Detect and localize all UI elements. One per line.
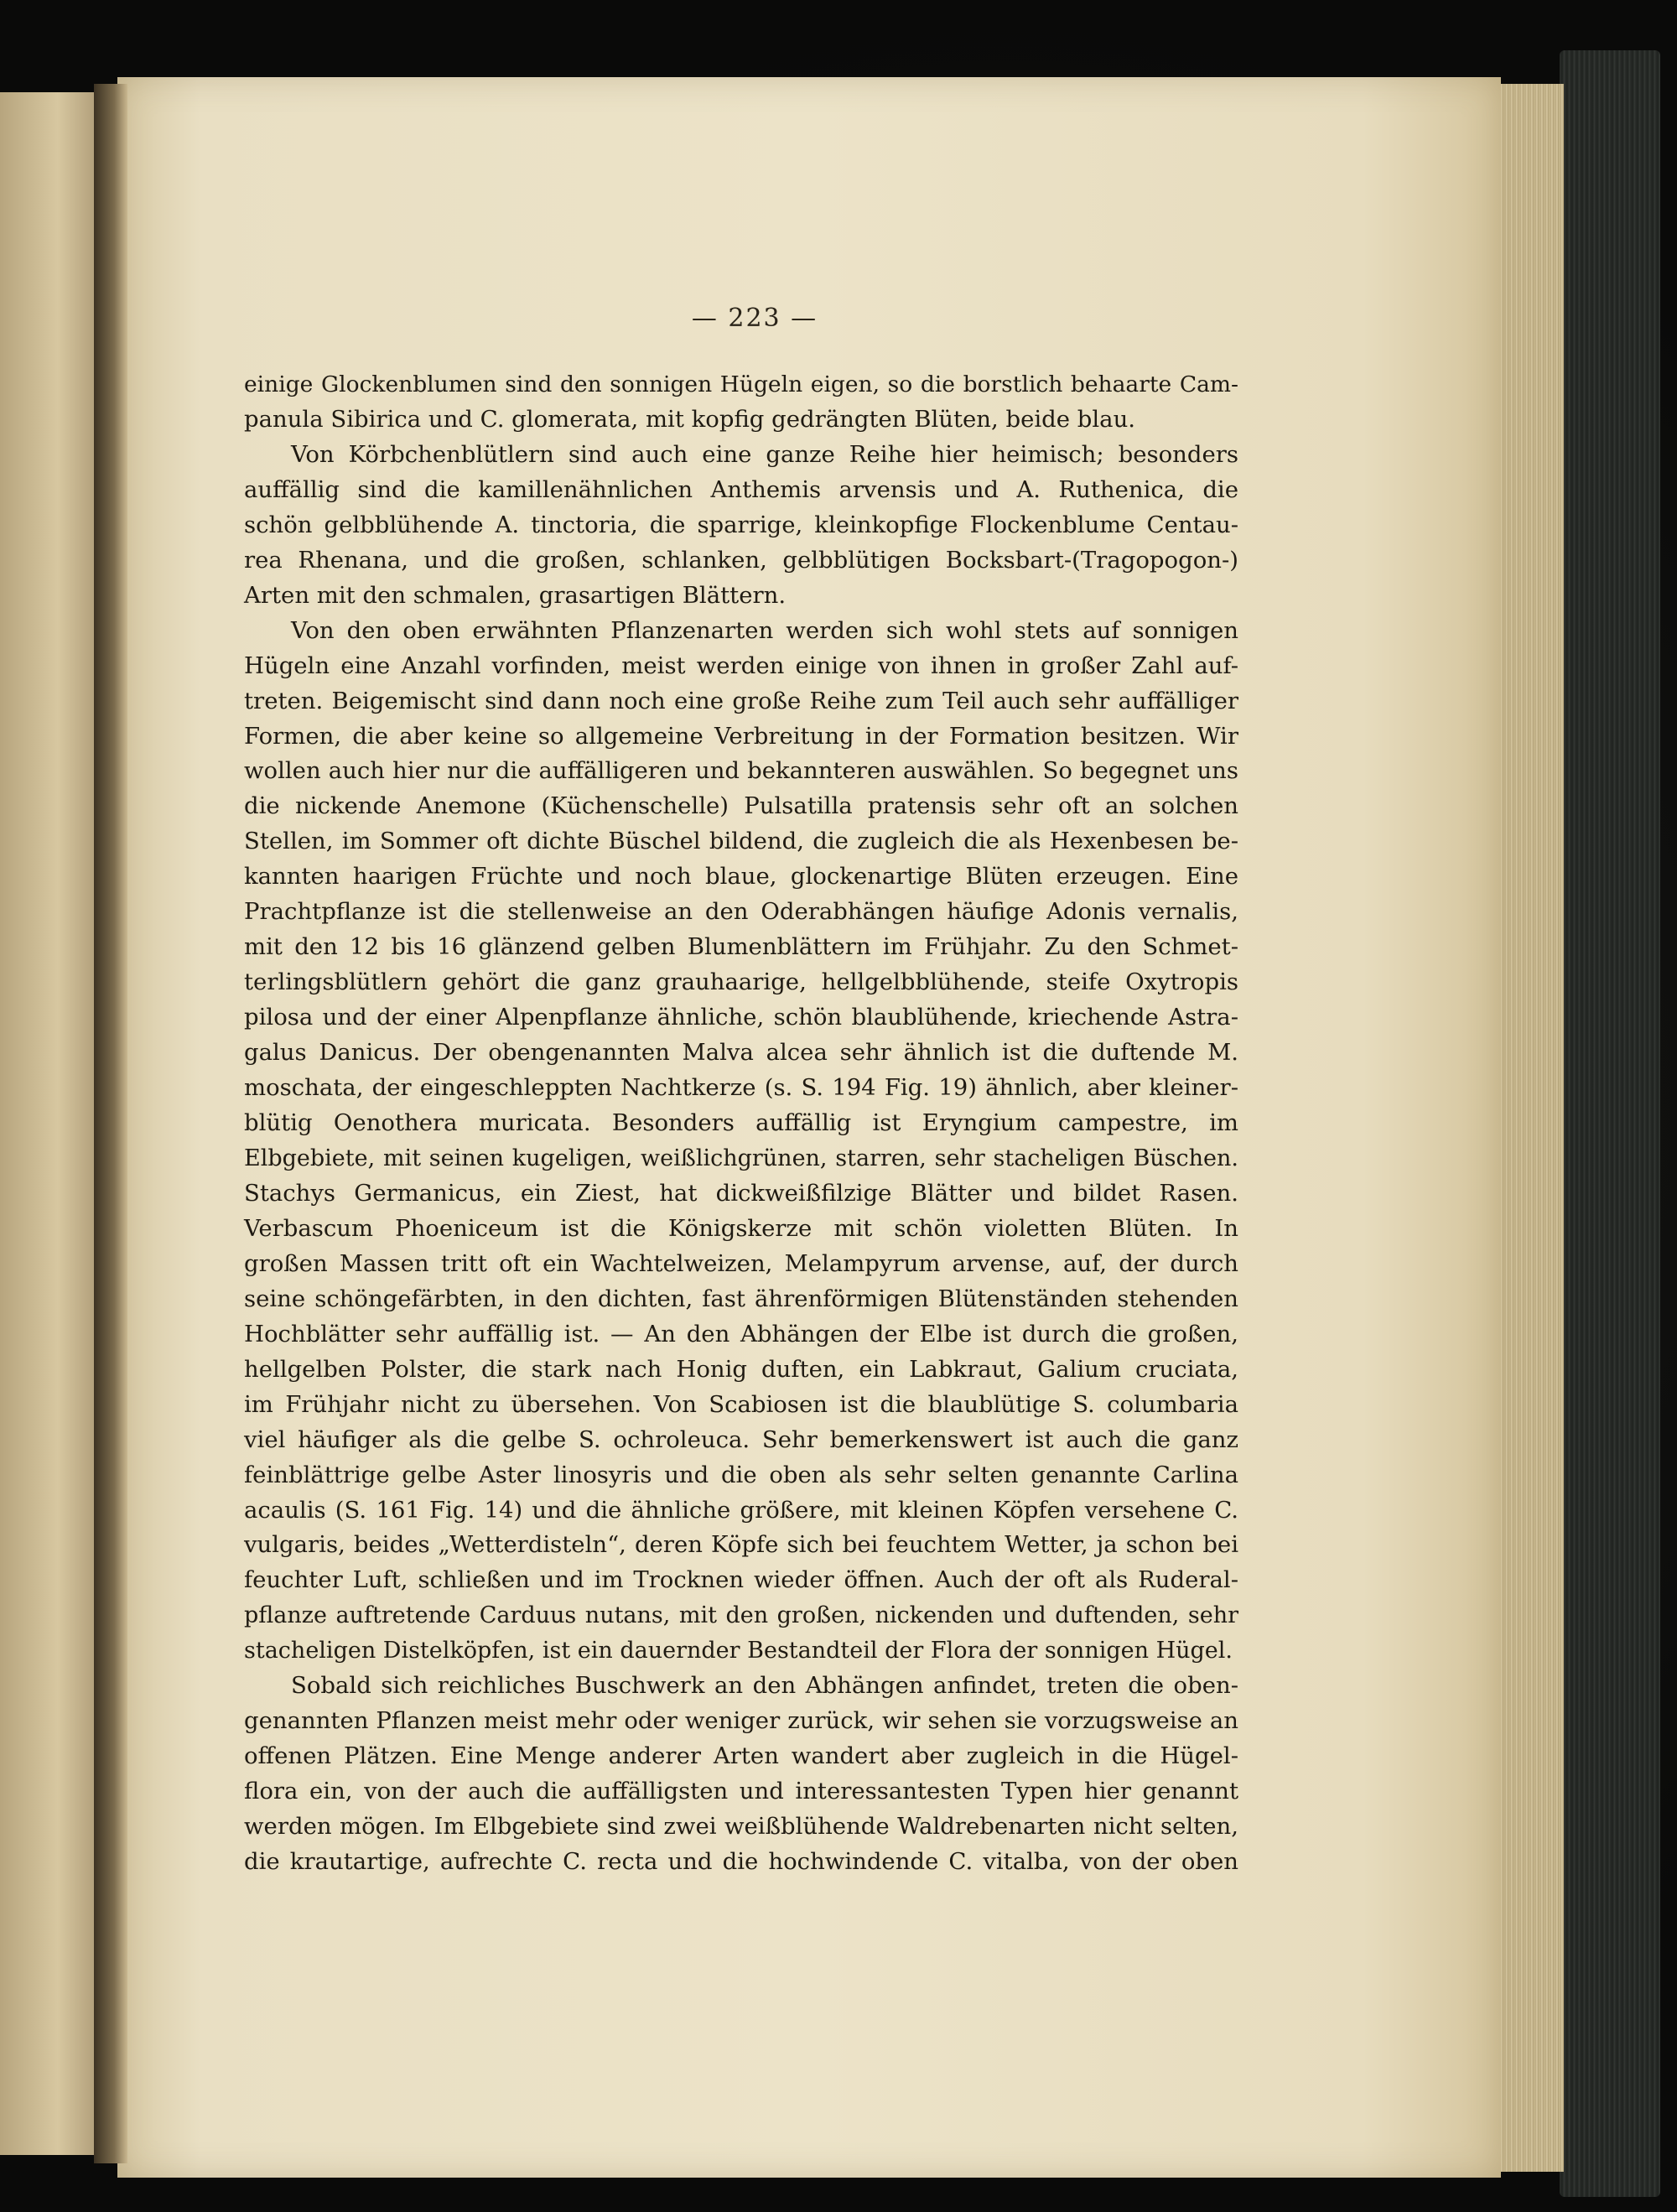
text-line: blütig Oenothera muricata. Besonders auffällig ist Eryngium campestre, im (244, 1109, 1238, 1137)
text-line: die krautartige, aufrechte C. recta und die hochwindende C. vitalba, von der oben (244, 1848, 1238, 1876)
facing-page-edge (0, 92, 105, 2155)
text-line: moschata, der eingeschleppten Nachtkerze (s. S. 194 Fig. 19) ähnlich, aber kleiner- (244, 1074, 1238, 1102)
text-line: galus Danicus. Der obengenannten Malva alcea sehr ähnlich ist die duftende M. (244, 1039, 1238, 1067)
text-line: flora ein, von der auch die auffälligsten und interessantesten Typen hier genannt (244, 1778, 1238, 1805)
text-line: kannten haarigen Früchte und noch blaue, glockenartige Blüten erzeugen. Eine (244, 863, 1238, 891)
text-line: Von Körbchenblütlern sind auch eine ganze Reihe hier heimisch; besonders (291, 440, 1238, 468)
text-line: Formen, die aber keine so allgemeine Verbreitung in der Formation besitzen. Wir (244, 722, 1238, 750)
text-line: Elbgebiete, mit seinen kugeligen, weißlichgrünen, starren, sehr stacheligen Büschen. (244, 1145, 1238, 1171)
text-line: terlingsblütlern gehört die ganz grauhaarige, hellgelbblühende, steife Oxytropis (244, 968, 1238, 996)
text-line: stacheligen Distelköpfen, ist ein dauernder Bestandteil der Flora der sonnigen Hügel. (244, 1638, 1233, 1664)
text-line: Hochblätter sehr auffällig ist. — An den Abhängen der Elbe ist durch die großen, (244, 1320, 1238, 1347)
page-text (244, 367, 1238, 1880)
text-line: Stachys Germanicus, ein Ziest, hat dickweißfilzige Blätter und bildet Rasen. (244, 1179, 1238, 1207)
book-gutter (94, 84, 127, 2163)
text-line: pflanze auftretende Carduus nutans, mit den großen, nickenden und duftenden, sehr (244, 1602, 1238, 1629)
text-line: feuchter Luft, schließen und im Trocknen wieder öffnen. Auch der oft als Ruderal- (244, 1566, 1238, 1594)
text-line: acaulis (S. 161 Fig. 14) und die ähnliche größere, mit kleinen Köpfen versehene C. (244, 1496, 1238, 1524)
text-line: Arten mit den schmalen, grasartigen Blättern. (244, 581, 787, 609)
text-line: hellgelben Polster, die stark nach Honig duften, ein Labkraut, Galium cruciata, (244, 1355, 1238, 1383)
text-line: im Frühjahr nicht zu übersehen. Von Scabiosen ist die blaublütige S. columbaria (244, 1390, 1238, 1418)
text-line: panula Sibirica und C. glomerata, mit kopfig gedrängten Blüten, beide blau. (244, 405, 1136, 433)
text-line: Hügeln eine Anzahl vorfinden, meist werden einige von ihnen in großer Zahl auf- (244, 652, 1238, 679)
page-number: — 223 — (691, 304, 818, 333)
text-line: Stellen, im Sommer oft dichte Büschel bildend, die zugleich die als Hexenbesen be- (244, 828, 1238, 855)
book-cover-edge (1560, 50, 1660, 2197)
text-line: genannten Pflanzen meist mehr oder weniger zurück, wir sehen sie vorzugsweise an (244, 1707, 1238, 1735)
text-line: auffällig sind die kamillenähnlichen Anthemis arvensis und A. Ruthenica, die (244, 475, 1238, 503)
text-line: schön gelbblühende A. tinctoria, die sparrige, kleinkopfige Flockenblume Centau- (244, 511, 1238, 538)
text-line: Prachtpflanze ist die stellenweise an den Oderabhängen häufige Adonis vernalis, (244, 898, 1238, 926)
text-line: werden mögen. Im Elbgebiete sind zwei weißblühende Waldrebenarten nicht selten, (244, 1813, 1238, 1841)
text-line: großen Massen tritt oft ein Wachtelweizen, Melampyrum arvense, auf, der durch (244, 1249, 1238, 1277)
text-line: wollen auch hier nur die auffälligeren und bekannteren auswählen. So begegnet uns (244, 757, 1238, 785)
text-line: rea Rhenana, und die großen, schlanken, gelbblütigen Bocksbart-(Tragopogon-) (244, 546, 1238, 574)
text-line: feinblättrige gelbe Aster linosyris und die oben als sehr selten genannte Carlina (244, 1461, 1238, 1488)
text-line: treten. Beigemischt sind dann noch eine große Reihe zum Teil auch sehr auffälliger (244, 687, 1238, 714)
text-line: pilosa und der einer Alpenpflanze ähnliche, schön blaublühende, kriechende Astra- (244, 1004, 1238, 1031)
text-line: Sobald sich reichliches Buschwerk an den Abhängen anfindet, treten die oben- (291, 1672, 1238, 1700)
text-line: einige Glockenblumen sind den sonnigen Hügeln eigen, so die borstlich behaarte Cam- (244, 371, 1238, 397)
text-line: seine schöngefärbten, in den dichten, fast ährenförmigen Blütenständen stehenden (244, 1285, 1238, 1312)
text-line: Von den oben erwähnten Pflanzenarten werden sich wohl stets auf sonnigen (291, 616, 1238, 644)
text-line: die nickende Anemone (Küchenschelle) Pulsatilla pratensis sehr oft an solchen (244, 792, 1238, 820)
text-line: Verbascum Phoeniceum ist die Königskerze mit schön violetten Blüten. In (244, 1214, 1238, 1242)
text-line: viel häufiger als die gelbe S. ochroleuca. Sehr bemerkenswert ist auch die ganz (244, 1425, 1238, 1453)
text-line: offenen Plätzen. Eine Menge anderer Arten wandert aber zugleich in die Hügel- (244, 1742, 1238, 1770)
text-line: mit den 12 bis 16 glänzend gelben Blumenblättern im Frühjahr. Zu den Schmet- (244, 933, 1238, 961)
text-line: vulgaris, beides „Wetterdisteln“, deren Köpfe sich bei feuchtem Wetter, ja schon bei (244, 1531, 1238, 1559)
